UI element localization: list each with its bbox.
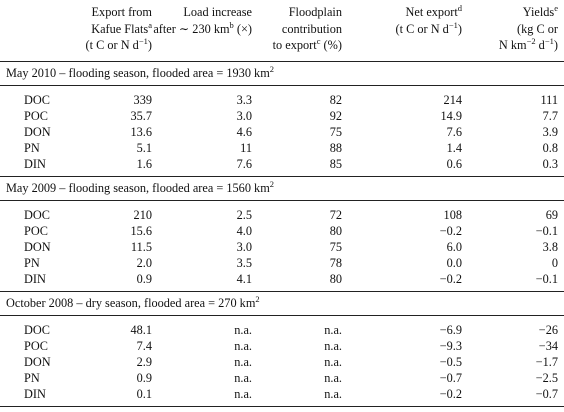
table-row: [0, 156, 564, 172]
header-load-increase: [153, 4, 252, 37]
cell-floodplain-contribution: 92: [329, 109, 342, 123]
table-row: [0, 239, 564, 255]
cell-load-increase: 3.3: [236, 93, 252, 107]
cell-net-export: 0.6: [446, 157, 462, 171]
header-text: Kafue Flats: [91, 21, 149, 36]
cell-net-export: 7.6: [446, 125, 462, 139]
header-text: Yields: [522, 5, 555, 19]
header-text: (t C or N d: [395, 21, 449, 36]
header-text: contribution: [281, 21, 342, 36]
row-label: POC: [24, 224, 48, 238]
cell-net-export: 6.0: [446, 240, 462, 254]
cell-export: 5.1: [136, 141, 152, 155]
cell-yield: −0.1: [535, 272, 558, 286]
header-rule: [0, 61, 564, 62]
footnote-marker: a: [148, 19, 152, 30]
table-row: [0, 108, 564, 124]
table-row: [0, 370, 564, 386]
row-label: DON: [24, 240, 51, 254]
cell-yield: −2.5: [535, 371, 558, 385]
table-row: [0, 338, 564, 354]
table-row: [0, 255, 564, 271]
table-row: [0, 140, 564, 156]
cell-net-export: 1.4: [446, 141, 462, 155]
cell-yield: −0.7: [535, 387, 558, 401]
cell-export: 13.6: [130, 125, 152, 139]
unit-exponent: 2: [269, 179, 275, 189]
row-label: PN: [24, 141, 40, 155]
cell-export: 2.0: [136, 256, 152, 270]
cell-net-export: −9.3: [439, 339, 462, 353]
header-net-export: [396, 4, 462, 37]
cell-yield: −1.7: [535, 355, 558, 369]
section-title-text: May 2009 – flooding season, flooded area = 1560 km: [6, 181, 270, 195]
row-label: PN: [24, 256, 40, 270]
row-label: PN: [24, 371, 40, 385]
section-rule: [0, 176, 564, 177]
header-text: (%): [320, 38, 342, 52]
header-text: to export: [272, 38, 317, 52]
section-title: [6, 65, 274, 81]
cell-export: 35.7: [130, 109, 152, 123]
cell-floodplain-contribution: 80: [329, 224, 342, 238]
cell-net-export: −0.7: [439, 371, 462, 385]
section-title: [6, 180, 274, 196]
header-text: after ∼ 230 km: [153, 21, 230, 36]
cell-net-export: −0.2: [439, 272, 462, 286]
cell-load-increase: n.a.: [234, 371, 252, 385]
cell-load-increase: 7.6: [236, 157, 252, 171]
cell-net-export: −0.2: [439, 224, 462, 238]
table-row: [0, 92, 564, 108]
cell-load-increase: n.a.: [234, 387, 252, 401]
row-label: DON: [24, 355, 51, 369]
section-rule: [0, 85, 564, 86]
cell-load-increase: 2.5: [236, 208, 252, 222]
section-title: [6, 295, 260, 311]
cell-yield: 0.3: [542, 157, 558, 171]
header-text: Net export: [405, 5, 458, 19]
cell-net-export: 0.0: [446, 256, 462, 270]
unit-exponent: −2: [526, 36, 536, 46]
cell-net-export: −0.5: [439, 355, 462, 369]
row-label: POC: [24, 109, 48, 123]
cell-yield: −34: [538, 339, 558, 353]
header-text: (×): [233, 21, 252, 36]
cell-export: 0.9: [136, 371, 152, 385]
cell-floodplain-contribution: 80: [329, 272, 342, 286]
section-rule: [0, 291, 564, 292]
cell-load-increase: n.a.: [234, 339, 252, 353]
cell-net-export: −6.9: [439, 323, 462, 337]
footnote-marker: e: [554, 3, 558, 13]
table-bottom-rule: [0, 406, 564, 407]
table-row: [0, 354, 564, 370]
footnote-marker: c: [316, 36, 321, 46]
row-label: DON: [24, 125, 51, 139]
cell-yield: 0: [551, 256, 558, 270]
cell-net-export: 214: [443, 93, 462, 107]
cell-load-increase: n.a.: [234, 355, 252, 369]
cell-floodplain-contribution: n.a.: [324, 339, 342, 353]
row-label: DOC: [24, 93, 50, 107]
table-row: [0, 322, 564, 338]
cell-export: 11.5: [130, 240, 152, 254]
header-text: Export from: [91, 5, 152, 19]
cell-load-increase: 3.0: [236, 240, 252, 254]
cell-yield: −26: [538, 323, 558, 337]
table-row: [0, 207, 564, 223]
cell-export: 210: [133, 208, 152, 222]
row-label: DIN: [24, 157, 46, 171]
cell-floodplain-contribution: 82: [329, 93, 342, 107]
cell-floodplain-contribution: 85: [329, 157, 342, 171]
cell-load-increase: 11: [240, 141, 252, 155]
header-text: N km: [498, 38, 527, 52]
cell-floodplain-contribution: 75: [329, 240, 342, 254]
cell-yield: 0.8: [542, 141, 558, 155]
cell-export: 7.4: [136, 339, 152, 353]
cell-export: 0.9: [136, 272, 152, 286]
cell-export: 15.6: [130, 224, 152, 238]
cell-net-export: 108: [443, 208, 462, 222]
cell-floodplain-contribution: 72: [329, 208, 342, 222]
row-label: DIN: [24, 272, 46, 286]
row-label: DOC: [24, 323, 50, 337]
table-row: [0, 386, 564, 402]
cell-floodplain-contribution: n.a.: [324, 371, 342, 385]
cell-yield: 111: [540, 93, 558, 107]
header-text: (t C or N d: [85, 38, 139, 52]
cell-yield: 3.9: [542, 125, 558, 139]
cell-load-increase: 4.1: [236, 272, 252, 286]
cell-floodplain-contribution: n.a.: [324, 387, 342, 401]
section-title-text: May 2010 – flooding season, flooded area = 1930 km: [6, 66, 270, 80]
cell-load-increase: n.a.: [234, 323, 252, 337]
unit-exponent: 2: [269, 64, 275, 74]
unit-exponent: −1: [448, 19, 458, 30]
row-label: DIN: [24, 387, 46, 401]
header-text: ): [457, 21, 462, 36]
unit-exponent: 2: [255, 294, 260, 304]
section-rule: [0, 315, 564, 316]
header-text: (kg C or: [517, 21, 558, 36]
footnote-marker: b: [229, 19, 234, 30]
cell-net-export: −0.2: [439, 387, 462, 401]
table-row: [0, 223, 564, 239]
section-rule: [0, 200, 564, 201]
header-text: ): [553, 38, 558, 52]
cell-load-increase: 4.0: [236, 224, 252, 238]
cell-export: 339: [133, 93, 152, 107]
cell-floodplain-contribution: n.a.: [324, 355, 342, 369]
header-export-from-kafue-flats: [86, 4, 152, 54]
cell-floodplain-contribution: 78: [329, 256, 342, 270]
cell-floodplain-contribution: n.a.: [324, 323, 342, 337]
header-text: ): [147, 38, 152, 52]
footnote-marker: d: [457, 3, 462, 13]
cell-export: 48.1: [130, 323, 152, 337]
header-text: Floodplain: [288, 5, 342, 19]
cell-load-increase: 3.5: [236, 256, 252, 270]
cell-floodplain-contribution: 88: [329, 141, 342, 155]
cell-yield: −0.1: [535, 224, 558, 238]
table-row: [0, 124, 564, 140]
cell-export: 2.9: [136, 355, 152, 369]
cell-load-increase: 4.6: [236, 125, 252, 139]
cell-yield: 7.7: [542, 109, 558, 123]
cell-yield: 69: [545, 208, 558, 222]
unit-exponent: −1: [138, 36, 148, 46]
cell-floodplain-contribution: 75: [329, 125, 342, 139]
header-yields: [499, 4, 558, 54]
cell-net-export: 14.9: [440, 109, 462, 123]
cell-yield: 3.8: [542, 240, 558, 254]
section-title-text: October 2008 – dry season, flooded area = 270 km: [6, 296, 256, 310]
table-row: [0, 271, 564, 287]
cell-load-increase: 3.0: [236, 109, 252, 123]
header-floodplain-contribution: [273, 4, 342, 54]
cell-export: 1.6: [136, 157, 152, 171]
cell-export: 0.1: [136, 387, 152, 401]
row-label: DOC: [24, 208, 50, 222]
header-text: d: [535, 38, 545, 52]
unit-exponent: −1: [544, 36, 554, 46]
row-label: POC: [24, 339, 48, 353]
header-text: Load increase: [183, 5, 252, 19]
